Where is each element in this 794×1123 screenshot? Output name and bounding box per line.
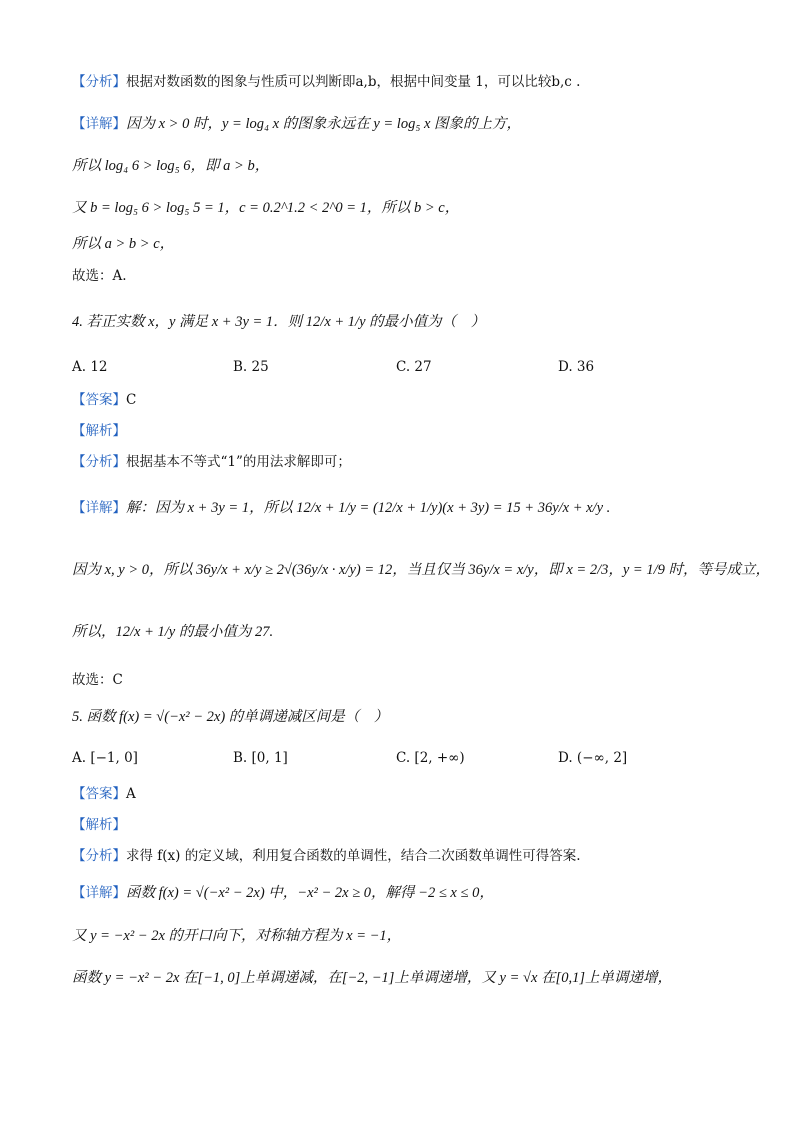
q5-detail-1 [72, 883, 754, 903]
q4-answer-value: C [126, 392, 137, 408]
explain-tag: 【解析】 [72, 817, 126, 833]
explain-tag: 【解析】 [72, 423, 126, 439]
q5-option-b: B. [0, 1] [233, 750, 288, 766]
q5-analysis-text: 求得 f(x) 的定义域，利用复合函数的单调性，结合二次函数单调性可得答案. [126, 848, 581, 864]
q4-detail-2-text: 因为 x, y > 0，所以 36y/x + x/y ≥ 2√(36y/x · x/y) = 12，当且仅当 36y/x = x/y，即 x = 2/3，y = 1/9 时，等号成立， [72, 562, 770, 578]
q3-analysis-text: 根据对数函数的图象与性质可以判断即a,b，根据中间变量 1，可以比较b,c . [126, 74, 581, 90]
q3-choose [72, 266, 754, 286]
q4-option-b: B. 25 [233, 359, 269, 375]
q4-analysis-text: 根据基本不等式“1”的用法求解即可； [126, 454, 351, 470]
q3-step-3-text: 又 b = log₅ 6 > log₅ 5 = 1，c = 0.2^1.2 < 2^0 = 1，所以 b > c， [72, 200, 460, 216]
q4-choose [72, 670, 754, 690]
q4-detail-2 [72, 560, 770, 580]
q5-stem [72, 707, 754, 727]
q4-choose-text: 故选：C [72, 672, 123, 688]
q4-option-d: D. 36 [558, 359, 595, 375]
q4-option-a: A. 12 [72, 359, 108, 375]
q5-answer-value: A [126, 786, 136, 802]
q5-option-c: C. [2, +∞) [396, 750, 465, 766]
answer-tag: 【答案】 [72, 786, 126, 802]
detail-tag: 【详解】 [72, 500, 126, 516]
q5-step-3-text: 函数 y = −x² − 2x 在[−1, 0]上单调递减，在[−2, −1]上单调递增，又 y = √x 在[0,1]上单调递增， [72, 970, 672, 986]
q3-detail-line [72, 114, 754, 134]
q5-step-2-text: 又 y = −x² − 2x 的开口向下，对称轴方程为 x = −1， [72, 928, 402, 944]
q4-detail-1-text: 解：因为 x + 3y = 1，所以 12/x + 1/y = (12/x + 1/y)(x + 3y) = 15 + 36y/x + x/y . [126, 500, 611, 516]
analysis-tag: 【分析】 [72, 454, 126, 470]
q5-step-2 [72, 926, 754, 946]
q5-step-3 [72, 968, 754, 988]
q3-step-3 [72, 198, 754, 218]
answer-tag: 【答案】 [72, 392, 126, 408]
q3-step-4-text: 所以 a > b > c， [72, 236, 175, 252]
q4-explain-heading [72, 421, 754, 441]
q5-option-a: A. [−1, 0] [72, 750, 138, 766]
q3-analysis-line [72, 72, 754, 92]
q3-step-4 [72, 234, 754, 254]
q4-option-c: C. 27 [396, 359, 432, 375]
q5-answer-line [72, 784, 754, 804]
analysis-tag: 【分析】 [72, 74, 126, 90]
analysis-tag: 【分析】 [72, 848, 126, 864]
q4-detail-3 [72, 622, 754, 642]
q5-explain-heading [72, 815, 754, 835]
q3-step-2-text: 所以 log₄ 6 > log₅ 6，即 a > b， [72, 158, 270, 174]
q5-detail-1-text: 函数 f(x) = √(−x² − 2x) 中，−x² − 2x ≥ 0，解得 −2 ≤ x ≤ 0， [126, 885, 494, 901]
detail-tag: 【详解】 [72, 116, 126, 132]
q4-analysis-line [72, 452, 754, 472]
q4-detail-1 [72, 498, 754, 518]
detail-tag: 【详解】 [72, 885, 126, 901]
q4-stem-text: 4. 若正实数 x，y 满足 x + 3y = 1．则 12/x + 1/y 的最小值为（ ） [72, 314, 486, 330]
q5-stem-text: 5. 函数 f(x) = √(−x² − 2x) 的单调递减区间是（ ） [72, 709, 389, 725]
q5-analysis-line [72, 846, 754, 866]
q3-step-2 [72, 156, 754, 176]
q3-choose-text: 故选：A. [72, 268, 127, 284]
q4-answer-line [72, 390, 754, 410]
q3-detail-text: 因为 x > 0 时，y = log₄ x 的图象永远在 y = log₅ x 图象的上方， [126, 116, 522, 132]
q4-detail-3-text: 所以，12/x + 1/y 的最小值为 27. [72, 624, 274, 640]
q4-stem [72, 312, 754, 332]
q5-option-d: D. (−∞, 2] [558, 750, 628, 766]
